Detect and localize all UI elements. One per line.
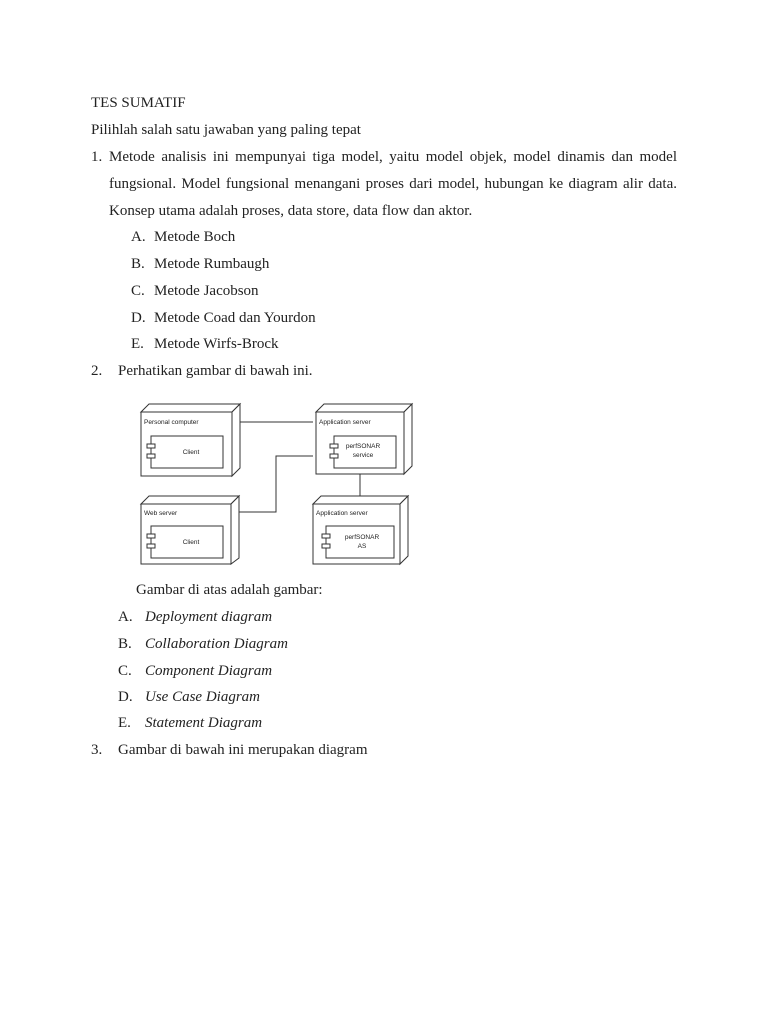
question-1-line-2: fungsional. Model fungsional menangani proses dari model, hubungan ke diagram alir data. xyxy=(109,176,677,192)
q1-option-b-letter: B. xyxy=(131,256,145,272)
node-application-server-1 xyxy=(316,404,412,474)
instruction-text: Pilihlah salah satu jawaban yang paling tepat xyxy=(91,122,361,138)
node-application-server-2-label: Application server xyxy=(316,510,368,517)
node-personal-computer-label: Personal computer xyxy=(144,419,199,426)
q2-option-d: Use Case Diagram xyxy=(145,689,260,705)
q2-option-a-letter: A. xyxy=(118,609,133,625)
node-application-server-2-component-line-1: perfSONAR xyxy=(344,534,380,541)
node-personal-computer-component: Client xyxy=(182,449,200,456)
q1-option-c: Metode Jacobson xyxy=(154,283,259,299)
q2-option-e: Statement Diagram xyxy=(145,715,263,731)
question-3-text: Gambar di bawah ini merupakan diagram xyxy=(118,742,368,758)
question-2-text: Perhatikan gambar di bawah ini. xyxy=(118,363,313,379)
q1-option-a-letter: A. xyxy=(131,229,146,245)
document-title: TES SUMATIF xyxy=(91,95,186,111)
connector-web-app1 xyxy=(235,456,313,512)
node-application-server-1-label: Application server xyxy=(319,419,371,426)
q1-option-e-letter: E. xyxy=(131,336,144,352)
node-web-server-component: Client xyxy=(182,539,200,546)
question-2-number: 2. xyxy=(91,363,103,379)
question-1-number: 1. xyxy=(91,149,103,165)
node-application-server-2-component-line-2: AS xyxy=(357,543,367,550)
q1-option-b: Metode Rumbaugh xyxy=(154,256,270,272)
node-personal-computer xyxy=(141,404,240,476)
question-3-number: 3. xyxy=(91,742,103,758)
node-application-server-2 xyxy=(313,496,408,564)
question-2-caption: Gambar di atas adalah gambar: xyxy=(136,582,323,598)
q2-option-e-letter: E. xyxy=(118,715,131,731)
node-application-server-1-component-line-2: service xyxy=(352,452,374,459)
q1-option-e: Metode Wirfs-Brock xyxy=(154,336,279,352)
q1-option-d-letter: D. xyxy=(131,310,146,326)
q2-option-a: Deployment diagram xyxy=(145,609,273,625)
node-web-server-label: Web server xyxy=(144,510,178,517)
q2-option-b-letter: B. xyxy=(118,636,132,652)
q1-option-a: Metode Boch xyxy=(154,229,236,245)
question-1-line-1: Metode analisis ini mempunyai tiga model, yaitu model objek, model dinamis dan model xyxy=(109,149,677,165)
q2-option-d-letter: D. xyxy=(118,689,133,705)
node-application-server-1-component-line-1: perfSONAR xyxy=(345,443,381,450)
q2-option-b: Collaboration Diagram xyxy=(145,636,288,652)
q2-option-c: Component Diagram xyxy=(145,663,273,679)
node-web-server xyxy=(141,496,239,564)
deployment-diagram-figure xyxy=(136,398,418,566)
q1-option-c-letter: C. xyxy=(131,283,145,299)
q2-option-c-letter: C. xyxy=(118,663,132,679)
question-1-line-3: Konsep utama adalah proses, data store, data flow dan aktor. xyxy=(109,203,473,219)
q1-option-d: Metode Coad dan Yourdon xyxy=(154,310,316,326)
